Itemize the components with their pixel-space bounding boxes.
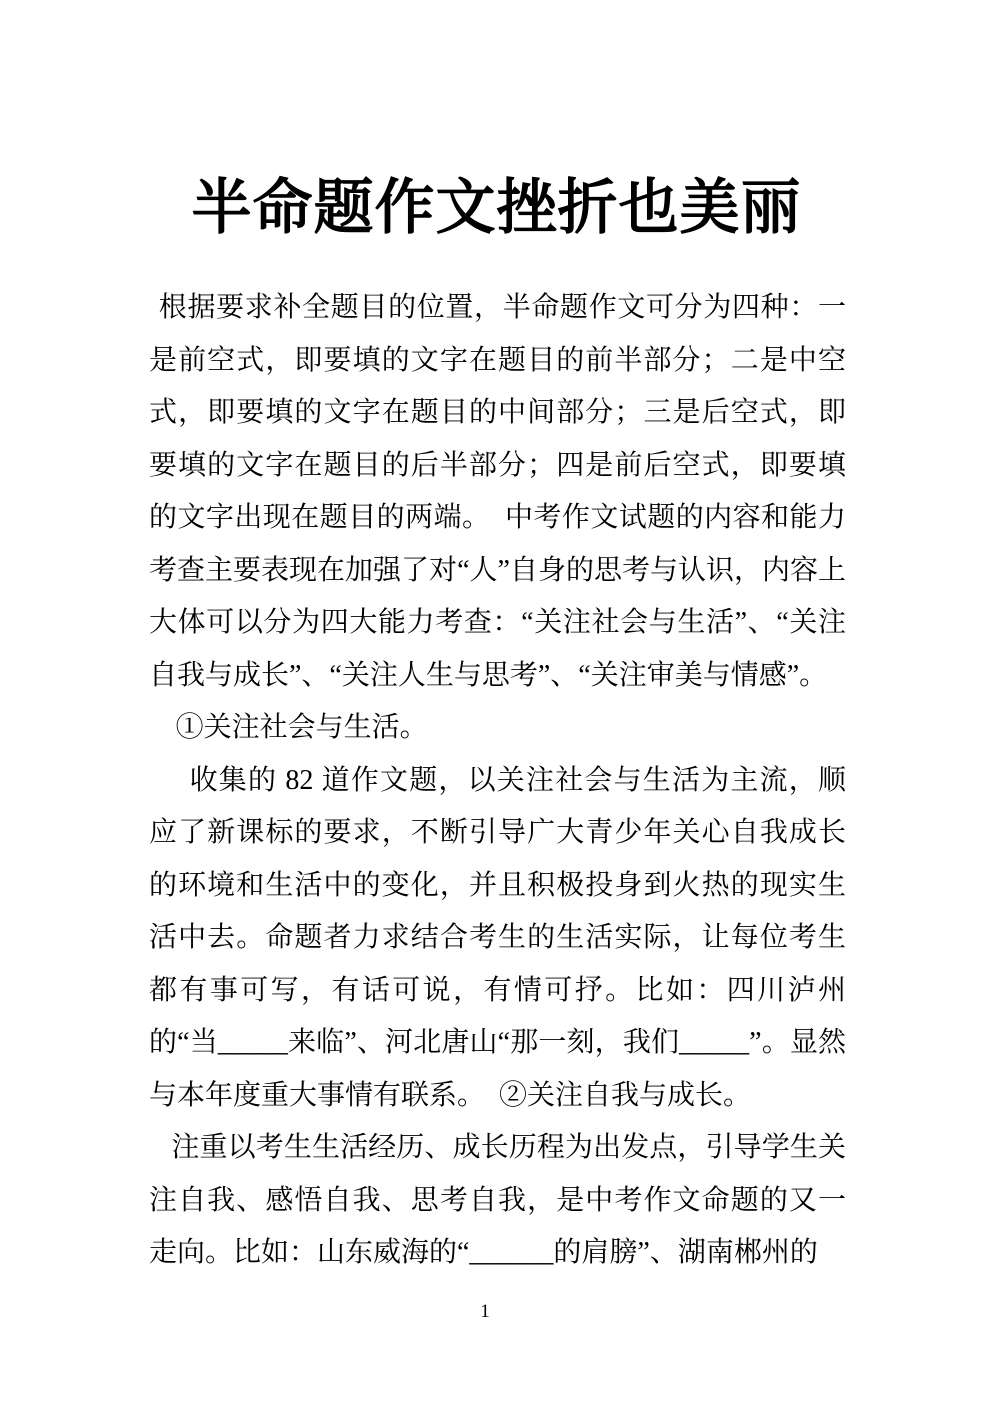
document-title: 半命题作文挫折也美丽	[191, 175, 802, 241]
page-number: 1	[480, 1301, 490, 1322]
paragraph-title-types: 根据要求补全题目的位置，半命题作文可分为四种：一是前空式，即要填的文字在题目的前半部分；二是中空式，即要填的文字在题目的中间部分；三是后空式，即要填的文字在题目的后半部分；四是前后空式，即要填的文字出现在题目的两端。 中考作文试题的内容和能力考查主要表现在加强了对“人”自身的思考与认识，内容上大体可以分为四大能力考查：“关注社会与生活”、“关注自我与成长”、“关注人生与思考”、“关注审美与情感”。	[149, 292, 846, 691]
paragraph-self-growth: 注重以考生生活经历、成长历程为出发点，引导学生关注自我、感悟自我、思考自我，是中考作文命题的又一走向。比如：山东威海的“______的肩膀”、湖南郴州的	[149, 1132, 846, 1268]
paragraph-collected-topics: 收集的 82 道作文题，以关注社会与生活为主流，顺应了新课标的要求，不断引导广大青少年关心自我成长的环境和生活中的变化，并且积极投身到火热的现实生活中去。命题者力求结合考生的生活实际，让每位考生都有事可写，有话可说，有情可抒。比如：四川泸州的“当_____来临”、河北唐山“那一刻，我们_____”。显然与本年度重大事情有联系。 ②关注自我与成长。	[149, 764, 846, 1111]
document-body	[149, 282, 846, 1280]
paragraph-heading-society-life: ①关注社会与生活。	[175, 712, 428, 743]
